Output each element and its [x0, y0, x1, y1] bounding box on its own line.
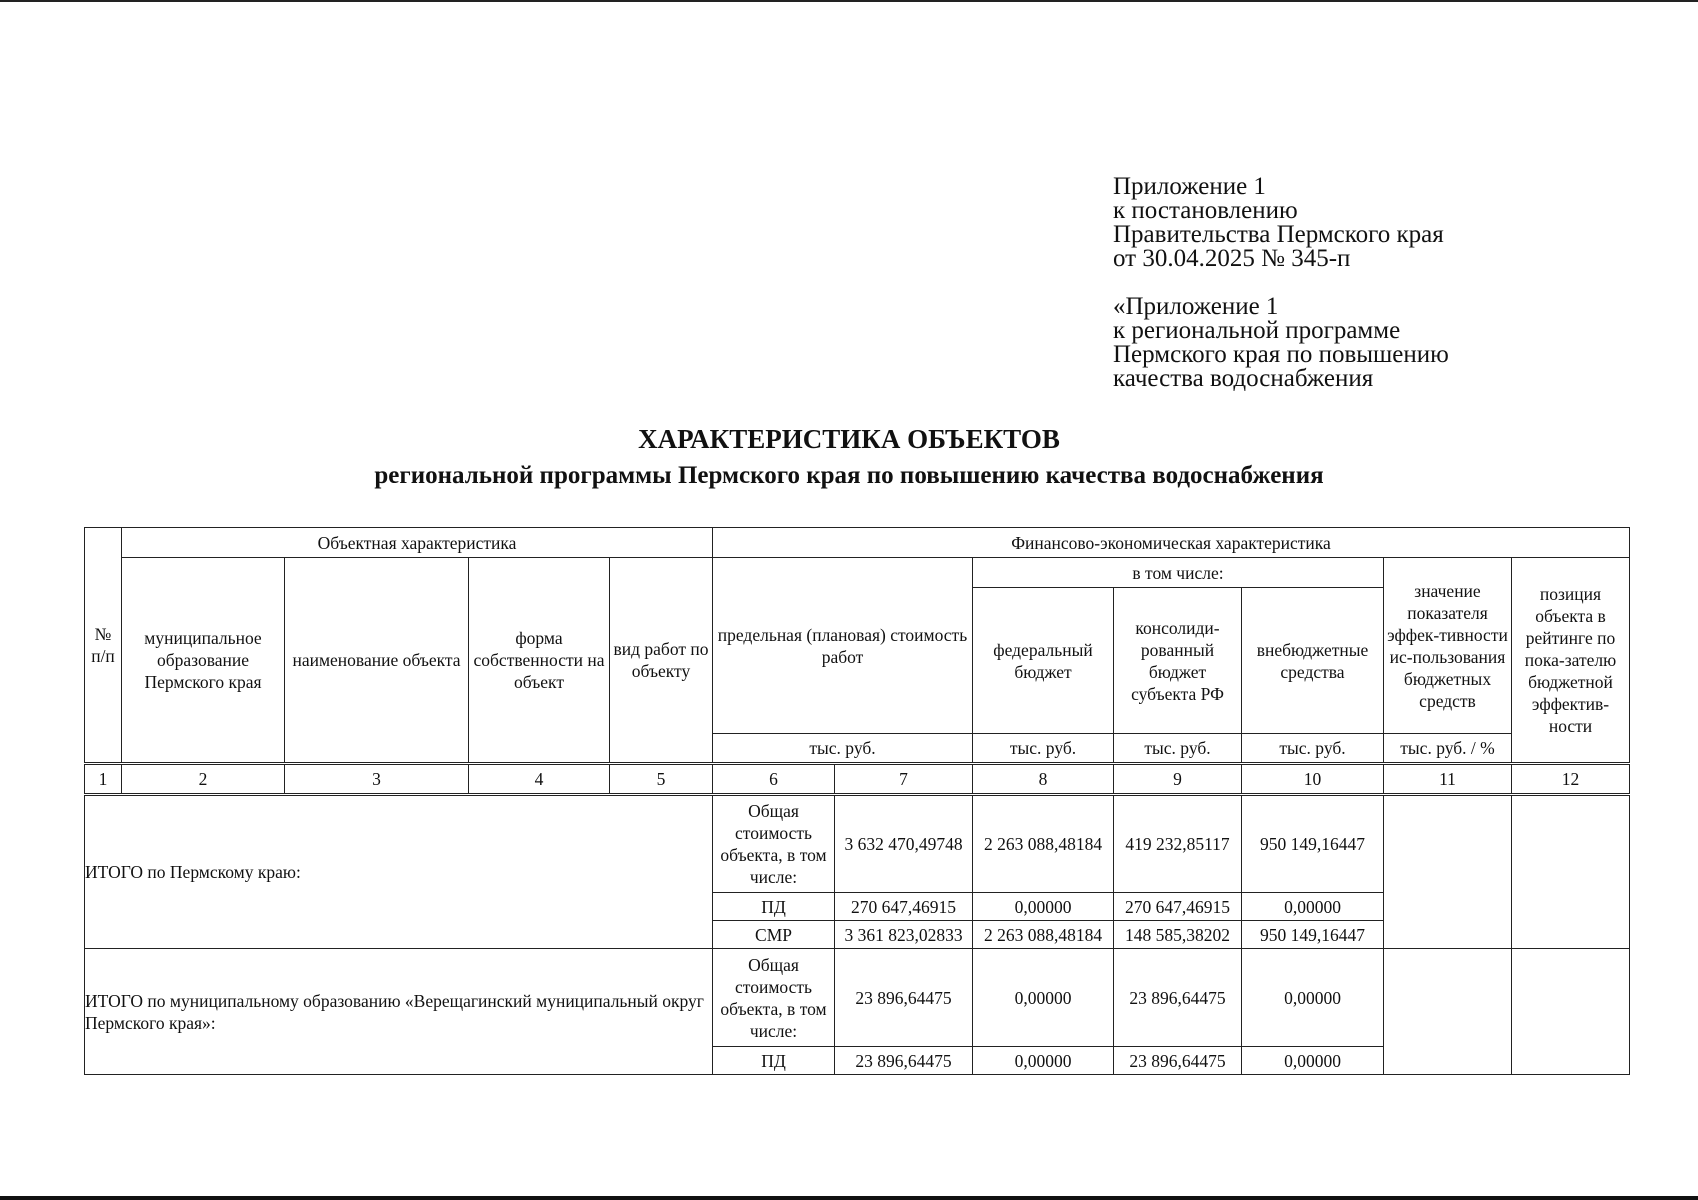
header-line: от 30.04.2025 № 345-п	[1113, 245, 1351, 272]
unit-cell: тыс. руб.	[713, 734, 973, 764]
total-cost-cell: 3 361 823,02833	[835, 921, 973, 949]
col-number: 1	[85, 764, 122, 795]
efficiency-cell	[1384, 795, 1512, 949]
header-line: Правительства Пермского края	[1113, 221, 1444, 248]
unit-cell: тыс. руб.	[1242, 734, 1384, 764]
kind-cell: ПД	[713, 1047, 835, 1075]
total-cost-cell: 23 896,64475	[835, 1047, 973, 1075]
consolidated-cell: 23 896,64475	[1114, 949, 1242, 1047]
total-cost-cell: 270 647,46915	[835, 893, 973, 921]
group-finance-header: Финансово-экономическая характеристика	[713, 528, 1630, 558]
total-krai-label: ИТОГО по Пермскому краю:	[85, 795, 713, 949]
unit-cell: тыс. руб.	[973, 734, 1114, 764]
col-number: 12	[1512, 764, 1630, 795]
col-number: 10	[1242, 764, 1384, 795]
kind-cell: СМР	[713, 921, 835, 949]
scan-border-top	[0, 0, 1698, 2]
unit-cell: тыс. руб.	[1114, 734, 1242, 764]
rating-cell	[1512, 949, 1630, 1075]
kind-cell: ПД	[713, 893, 835, 921]
objects-table	[84, 527, 1630, 1075]
col-federal-header: федеральный бюджет	[973, 588, 1114, 734]
col-number: 7	[835, 764, 973, 795]
appendix-header	[1113, 175, 1533, 391]
header-line: «Приложение 1	[1113, 293, 1279, 320]
kind-cell: Общая стоимость объекта, в том числе:	[713, 795, 835, 893]
col-number: 5	[610, 764, 713, 795]
federal-cell: 0,00000	[973, 949, 1114, 1047]
col-number: 3	[285, 764, 469, 795]
consolidated-cell: 419 232,85117	[1114, 795, 1242, 893]
col-no-header: № п/п	[85, 528, 122, 764]
extrabudget-cell: 0,00000	[1242, 893, 1384, 921]
extrabudget-cell: 950 149,16447	[1242, 795, 1384, 893]
total-cost-cell: 23 896,64475	[835, 949, 973, 1047]
header-line: качества водоснабжения	[1113, 365, 1374, 392]
federal-cell: 0,00000	[973, 1047, 1114, 1075]
group-object-header: Объектная характеристика	[122, 528, 713, 558]
document-subtitle: региональной программы Пермского края по повышению качества водоснабжения	[374, 462, 1324, 489]
col-extrabudget-header: внебюджетные средства	[1242, 588, 1384, 734]
col-number: 4	[469, 764, 610, 795]
header-line: Пермского края по повышению	[1113, 341, 1449, 368]
col-efficiency-header: значение показателя эффек-тивности ис-пользования бюджетных средств	[1384, 558, 1512, 734]
header-line: к постановлению	[1113, 197, 1298, 224]
consolidated-cell: 270 647,46915	[1114, 893, 1242, 921]
extrabudget-cell: 950 149,16447	[1242, 921, 1384, 949]
col-number: 11	[1384, 764, 1512, 795]
col-work-type-header: вид работ по объекту	[610, 558, 713, 764]
extrabudget-cell: 0,00000	[1242, 949, 1384, 1047]
rating-cell	[1512, 795, 1630, 949]
header-line: к региональной программе	[1113, 317, 1401, 344]
extrabudget-cell: 0,00000	[1242, 1047, 1384, 1075]
col-number: 8	[973, 764, 1114, 795]
federal-cell: 0,00000	[973, 893, 1114, 921]
col-ownership-header: форма собственности на объект	[469, 558, 610, 764]
efficiency-cell	[1384, 949, 1512, 1075]
col-cost-header: предельная (плановая) стоимость работ	[713, 558, 973, 734]
document-title: ХАРАКТЕРИСТИКА ОБЪЕКТОВ	[638, 424, 1060, 454]
kind-cell: Общая стоимость объекта, в том числе:	[713, 949, 835, 1047]
unit-cell: тыс. руб. / %	[1384, 734, 1512, 764]
total-cost-cell: 3 632 470,49748	[835, 795, 973, 893]
col-number: 2	[122, 764, 285, 795]
scan-border-bottom	[0, 1196, 1698, 1200]
col-rating-header: позиция объекта в рейтинге по пока-зателю бюджетной эффектив-ности	[1512, 558, 1630, 764]
col-consolidated-header: консолиди-рованный бюджет субъекта РФ	[1114, 588, 1242, 734]
consolidated-cell: 148 585,38202	[1114, 921, 1242, 949]
header-line: Приложение 1	[1113, 173, 1266, 200]
col-name-header: наименование объекта	[285, 558, 469, 764]
federal-cell: 2 263 088,48184	[973, 795, 1114, 893]
col-number: 9	[1114, 764, 1242, 795]
header-gap	[1113, 271, 1533, 295]
total-municipality-label: ИТОГО по муниципальному образованию «Верещагинский муниципальный округ Пермского края»:	[85, 949, 713, 1075]
col-number: 6	[713, 764, 835, 795]
col-municipality-header: муниципальное образование Пермского края	[122, 558, 285, 764]
consolidated-cell: 23 896,64475	[1114, 1047, 1242, 1075]
including-header: в том числе:	[973, 558, 1384, 588]
federal-cell: 2 263 088,48184	[973, 921, 1114, 949]
